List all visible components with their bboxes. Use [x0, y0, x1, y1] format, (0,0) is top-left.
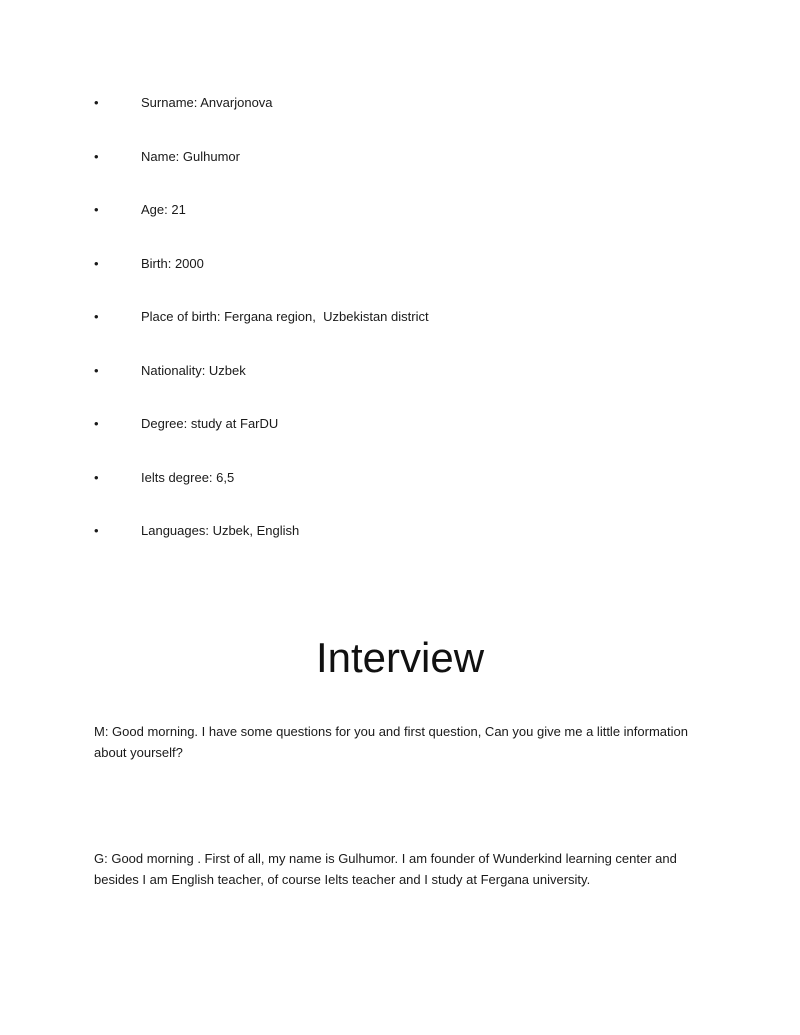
bullet-icon: • — [94, 255, 99, 271]
bio-item-birth — [0, 255, 800, 309]
bio-text: Age: 21 — [141, 202, 186, 217]
bullet-icon: • — [94, 523, 99, 538]
bio-item-surname — [0, 94, 800, 148]
bio-text: Ielts degree: 6,5 — [141, 469, 235, 485]
bio-item-place-of-birth — [0, 308, 800, 362]
interview-answer-paragraph: G: Good morning . First of all, my name is Gulhumor. I am founder of Wunderkind learning center and besides I am English teacher, of course Ielts teacher and I study at Fergana university. — [94, 851, 677, 887]
bio-item-nationality — [0, 362, 800, 416]
bio-item-name — [0, 148, 800, 202]
bio-text: Nationality: Uzbek — [141, 362, 246, 378]
bullet-icon: • — [94, 202, 99, 217]
bullet-icon: • — [94, 469, 99, 485]
bio-text: Degree: study at FarDU — [141, 416, 279, 431]
bullet-icon: • — [94, 309, 99, 324]
bio-list — [0, 94, 800, 576]
bullet-icon: • — [94, 416, 99, 431]
interview-title: Interview — [315, 634, 485, 681]
bio-text: Name: Gulhumor — [141, 148, 240, 164]
bullet-icon: • — [94, 362, 99, 378]
bio-item-age — [0, 201, 800, 255]
bio-text: Surname: Anvarjonova — [141, 95, 273, 110]
bio-item-ielts-degree — [0, 469, 800, 523]
bullet-icon: • — [94, 95, 99, 110]
bio-text: Place of birth: Fergana region, Uzbekistan district — [141, 309, 429, 324]
bio-text: Birth: 2000 — [141, 255, 204, 271]
interview-question-paragraph: M: Good morning. I have some questions for you and first question, Can you give me a little information about yourself? — [94, 724, 688, 760]
bio-item-degree — [0, 415, 800, 469]
bullet-icon: • — [94, 148, 99, 164]
bio-text: Languages: Uzbek, English — [141, 523, 300, 538]
bio-item-languages — [0, 522, 800, 576]
